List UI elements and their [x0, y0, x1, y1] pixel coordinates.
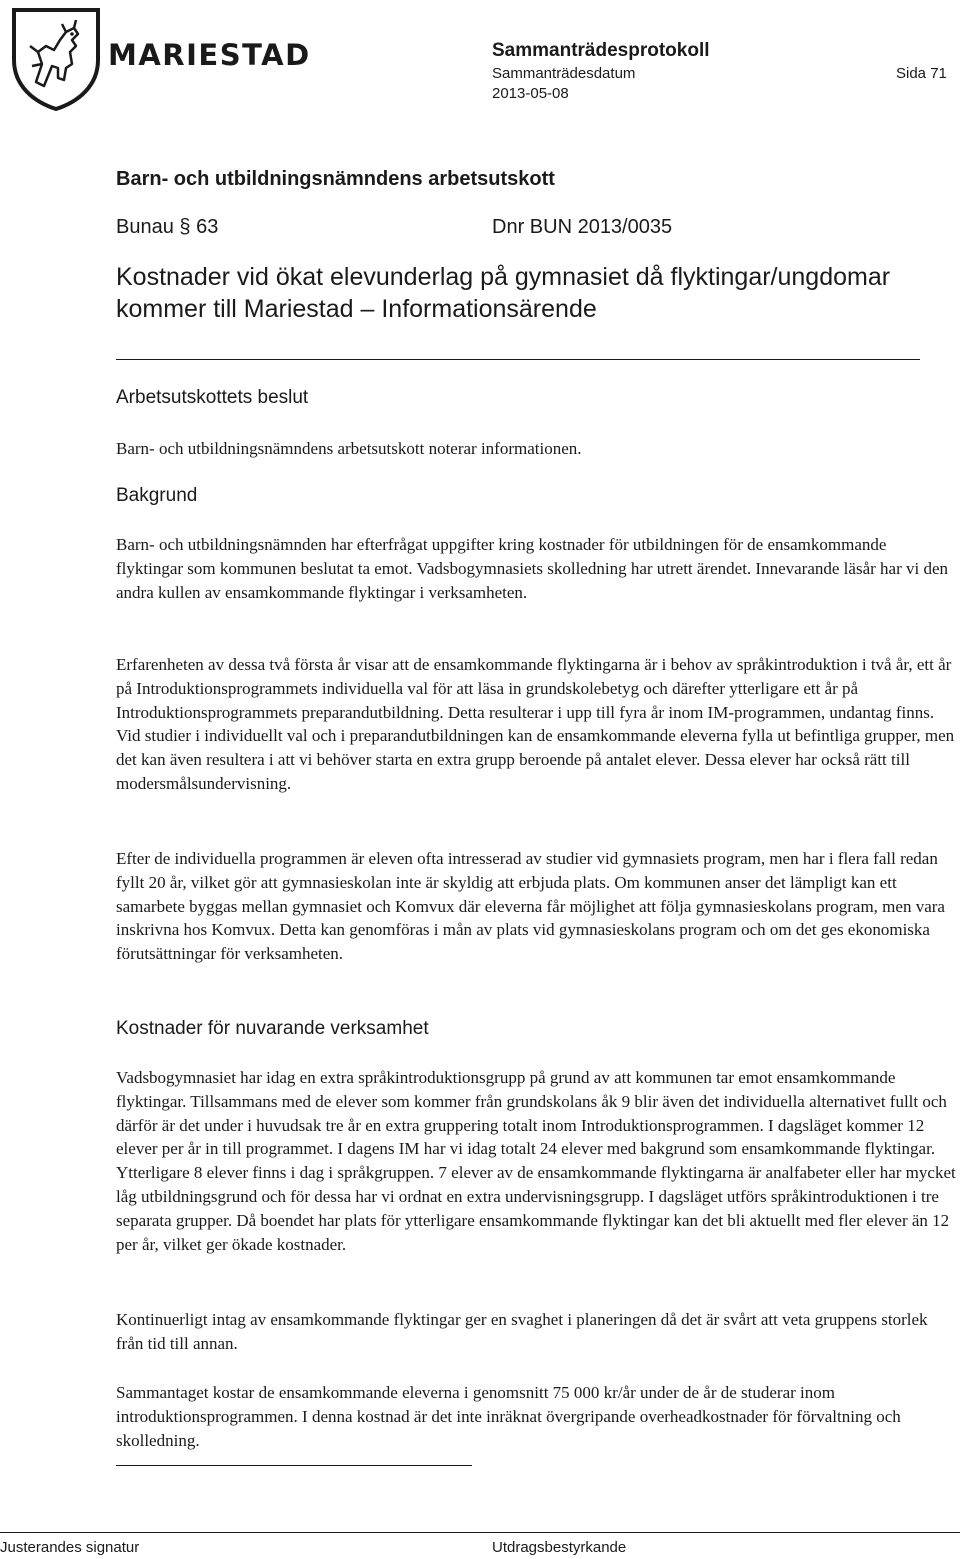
- page-number: Sida 71: [896, 65, 947, 82]
- costs-paragraph-2: Kontinuerligt intag av ensamkommande flyktingar ger en svaghet i planeringen då det är svårt att veta gruppens storlek från tid till annan.: [116, 1310, 928, 1353]
- registration-number: Dnr BUN 2013/0035: [492, 216, 673, 238]
- background-paragraph-1: Barn- och utbildningsnämnden har efterfrågat uppgifter kring kostnader för utbildningen för de ensamkommande flyktingar som kommunen beslutat ta emot. Vadsbogymnasiets skolledning har utrett ärendet. Innevarande läsår har vi den andra kullen av ensamkommande flyktingar i verksamheten.: [116, 535, 948, 602]
- costs-heading: Kostnader för nuvarande verksamhet: [116, 1018, 429, 1039]
- footer-certification-label: Utdragsbestyrkande: [492, 1539, 627, 1556]
- decision-heading: Arbetsutskottets beslut: [116, 387, 309, 408]
- logo-wordmark: MARIESTAD: [108, 38, 311, 72]
- document-type-title: Sammanträdesprotokoll: [492, 40, 710, 61]
- paragraph-reference: Bunau § 63: [116, 216, 219, 238]
- costs-paragraph-3: Sammantaget kostar de ensamkommande eleverna i genomsnitt 75 000 kr/år under de år de studerar inom introduktionsprogrammen. I denna kostnad är det inte inräknat övergripande overheadkostnader för förvaltning och skolledning.: [116, 1383, 901, 1450]
- background-paragraph-3: Efter de individuella programmen är eleven ofta intresserad av studier vid gymnasiets program, men har i flera fall redan fyllt 20 år, vilket gör att gymnasieskolan inte är skyldig att erbjuda plats. Om kommunen anser det lämpligt kan ett samarbete byggas mellan gymnasiet och Komvux där eleverna får möjlighet att följa gymnasieskolans program, men vara inskrivna hos Komvux. Detta kan genomföras i mån av plats vid gymnasieskolans program och om det ges ekonomiska förutsättningar för verksamheten.: [116, 849, 945, 964]
- meeting-date-label: Sammanträdesdatum: [492, 65, 636, 82]
- meeting-date: 2013-05-08: [492, 85, 569, 102]
- footer-divider: [0, 1532, 960, 1533]
- committee-name: Barn- och utbildningsnämndens arbetsutskott: [116, 168, 555, 190]
- footer-signature-label: Justerandes signatur: [0, 1539, 140, 1556]
- costs-paragraph-1: Vadsbogymnasiet har idag en extra språkintroduktionsgrupp på grund av att kommunen tar emot ensamkommande flyktingar. Tillsammans med de elever som kommer från grundskolans åk 9 blir även det individuella alternativet fullt och därför är det under i huvudsak tre år en extra gruppering totalt inom Introduktionsprogrammen. I dagsläget kommer 12 elever per år in till programmet. I dagens IM har vi idag totalt 24 elever med bakgrund som ensamkommande flyktingar. Ytterligare 8 elever finns i dag i språkgruppen. 7 elever av de ensamkommande flyktingarna är analfabeter eller har mycket låg utbildningsgrund och för dessa har vi ordnat en extra undervisningsgrupp. I dagsläget utförs språkintroduktionen i tre separata grupper. Då boendet har plats för ytterligare ensamkommande flyktingar kan det bli aktuellt med fler elever än 12 per år, vilket ger ökade kostnader.: [116, 1068, 956, 1254]
- title-divider: [116, 359, 920, 360]
- municipality-crest-icon: [8, 6, 104, 112]
- decision-text: Barn- och utbildningsnämndens arbetsutskott noterar informationen.: [116, 439, 582, 458]
- case-title: Kostnader vid ökat elevunderlag på gymnasiet då flyktingar/ungdomar kommer till Mariestad – Informationsärende: [116, 263, 891, 323]
- section-end-divider: [116, 1465, 472, 1466]
- background-paragraph-2: Erfarenheten av dessa två första år visar att de ensamkommande flyktingarna är i behov av språkintroduktion i två år, ett år på Introduktionsprogrammets individuella val för att läsa in grundskolebetyg och därefter ytterligare ett år på Introduktionsprogrammets preparandutbildning. Detta resulterar i upp till fyra år inom IM-programmen, undantag finns. Vid studier i individuellt val och i preparandutbildningen kan de ensamkommande eleverna fylla ut befintliga grupper, men det kan även resultera i att vi behöver starta en extra grupp beroende på antalet elever. Dessa elever har också rätt till modersmålsundervisning.: [116, 655, 955, 793]
- background-heading: Bakgrund: [116, 485, 198, 506]
